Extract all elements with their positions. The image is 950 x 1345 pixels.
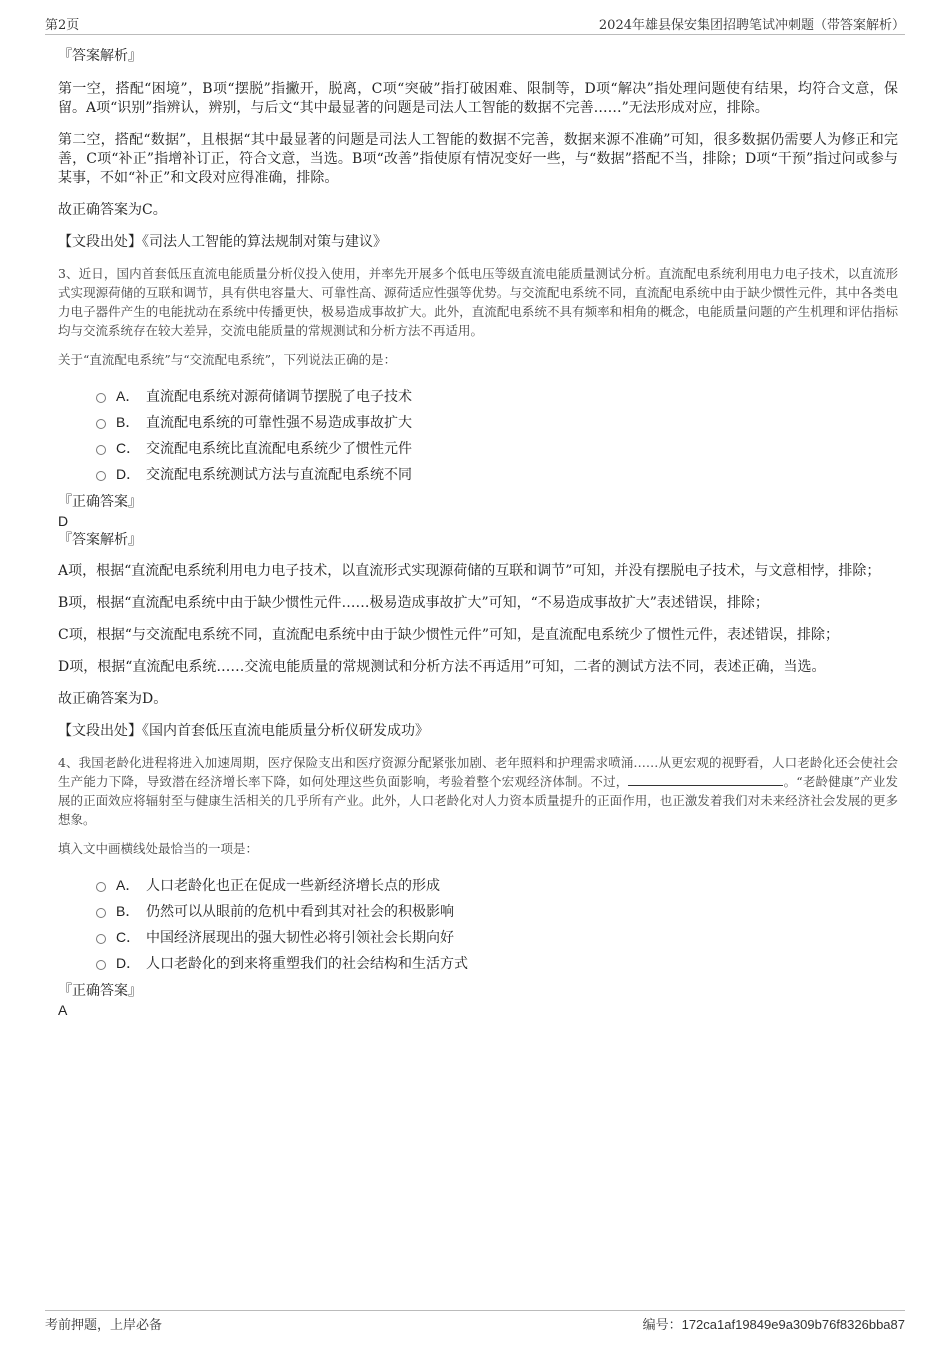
correct-answer: A [58, 1002, 68, 1018]
question-stem-after: 。“老龄健康”产业发展的正面效应将辐射至与健康生活相关的几乎所有产业。此外，人口老龄化对人力资本质量提升的正面作用，也正激发着我们对未来经济社会发展的更多想象。 [58, 774, 898, 827]
option-text: 人口老龄化也正在促成一些新经济增长点的形成 [146, 878, 440, 894]
option-letter: D． [116, 955, 141, 971]
option-letter: C． [116, 929, 141, 945]
option-d[interactable] [96, 950, 898, 976]
radio-button[interactable] [96, 960, 106, 970]
page-content [58, 44, 898, 1020]
options-list [58, 872, 898, 976]
source-citation: 【文段出处】《司法人工智能的算法规制对策与建议》 [58, 234, 387, 250]
analysis-paragraph: 第二空，搭配“数据”，且根据“其中最显著的问题是司法人工智能的数据不完善，数据来源不准确”可知，很多数据仍需要人为修正和完善，C项“补正”指增补订正，符合文意，当选。B项“改善”指使原有情况变好一些，与“数据”搭配不当，排除；D项“干预”指过问或参与某事，不如“补正”和文段对应得准确，排除。 [58, 132, 898, 186]
radio-button[interactable] [96, 934, 106, 944]
page-number: 第2页 [45, 18, 80, 33]
radio-button[interactable] [96, 908, 106, 918]
option-b[interactable] [96, 898, 898, 924]
correct-answer-label: 『正确答案』 [58, 983, 142, 999]
fill-blank [628, 773, 783, 786]
radio-button[interactable] [96, 445, 106, 455]
code-value: 172ca1af19849e9a309b76f8326bba87 [681, 1317, 905, 1332]
option-letter: D． [116, 466, 141, 482]
question-stem [58, 753, 898, 829]
radio-button[interactable] [96, 419, 106, 429]
option-text: 中国经济展现出的强大韧性必将引领社会长期向好 [146, 930, 454, 946]
code-label: 编号： [642, 1318, 682, 1333]
option-text: 仍然可以从眼前的危机中看到其对社会的积极影响 [146, 904, 454, 920]
question-prompt: 关于“直流配电系统”与“交流配电系统”，下列说法正确的是： [58, 352, 397, 367]
option-a[interactable] [96, 383, 898, 409]
option-letter: B． [116, 903, 140, 919]
option-letter: B． [116, 414, 140, 430]
option-a[interactable] [96, 872, 898, 898]
option-text: 交流配电系统测试方法与直流配电系统不同 [146, 467, 412, 483]
option-b[interactable] [96, 409, 898, 435]
footer-slogan: 考前押题，上岸必备 [45, 1318, 163, 1333]
option-letter: A． [116, 388, 140, 404]
source-citation: 【文段出处】《国内首套低压直流电能质量分析仪研发成功》 [58, 723, 429, 739]
analysis-paragraph: A项，根据“直流配电系统利用电力电子技术，以直流形式实现源荷储的互联和调节”可知，并没有摆脱电子技术，与文意相悖，排除； [58, 563, 881, 579]
document-title: 2024年雄县保安集团招聘笔试冲刺题（带答案解析） [598, 18, 905, 33]
analysis-label: 『答案解析』 [58, 532, 142, 548]
analysis-paragraph: C项，根据“与交流配电系统不同，直流配电系统中由于缺少惯性元件”可知，是直流配电系统少了惯性元件，表述错误，排除； [58, 627, 840, 643]
page-header [45, 14, 905, 35]
option-c[interactable] [96, 435, 898, 461]
option-letter: A． [116, 877, 140, 893]
option-text: 人口老龄化的到来将重塑我们的社会结构和生活方式 [146, 956, 468, 972]
radio-button[interactable] [96, 882, 106, 892]
options-list [58, 383, 898, 487]
option-text: 直流配电系统的可靠性强不易造成事故扩大 [146, 415, 412, 431]
analysis-paragraph: B项，根据“直流配电系统中由于缺少惯性元件……极易造成事故扩大”可知，“不易造成事故扩大”表述错误，排除； [58, 595, 769, 611]
document-code [643, 1314, 905, 1333]
option-c[interactable] [96, 924, 898, 950]
option-letter: C． [116, 440, 141, 456]
correct-answer: D [58, 513, 69, 529]
correct-answer-label: 『正确答案』 [58, 494, 142, 510]
analysis-label: 『答案解析』 [58, 48, 142, 64]
radio-button[interactable] [96, 471, 106, 481]
answer-conclusion: 故正确答案为C。 [58, 202, 167, 218]
page-footer [45, 1310, 905, 1333]
analysis-paragraph: D项，根据“直流配电系统……交流电能质量的常规测试和分析方法不再适用”可知，二者的测试方法不同，表述正确，当选。 [58, 659, 826, 675]
analysis-paragraph: 第一空，搭配“困境”，B项“摆脱”指撇开，脱离，C项“突破”指打破困难、限制等，D项“解决”指处理问题使有结果，均符合文意，保留。A项“识别”指辨认，辨别，与后文“其中最显著的问题是司法人工智能的数据不完善……”无法形成对应，排除。 [58, 81, 898, 116]
radio-button[interactable] [96, 393, 106, 403]
answer-conclusion: 故正确答案为D。 [58, 691, 168, 707]
question-stem-before: 4、我国老龄化进程将进入加速周期，医疗保险支出和医疗资源分配紧张加剧、老年照料和护理需求喷涌……从更宏观的视野看，人口老龄化还会使社会生产能力下降，导致潜在经济增长率下降，如何处理这些负面影响，考验着整个宏观经济体制。不过， [58, 755, 898, 789]
question-stem: 3、近日，国内首套低压直流电能质量分析仪投入使用，并率先开展多个低电压等级直流电能质量测试分析。直流配电系统利用电力电子技术，以直流形式实现源荷储的互联和调节，具有供电容量大、可靠性高、源荷适应性强等优势。与交流配电系统不同，直流配电系统中由于缺少惯性元件，其中各类电力电子器件产生的电能扰动在系统中传播更快，极易造成事故扩大。此外，直流配电系统不具有频率和相角的概念，电能质量问题的产生机理和评估指标均与交流系统存在较大差异，交流电能质量的常规测试和分析方法不再适用。 [58, 266, 898, 338]
option-d[interactable] [96, 461, 898, 487]
question-prompt: 填入文中画横线处最恰当的一项是： [58, 841, 259, 856]
option-text: 直流配电系统对源荷储调节摆脱了电子技术 [146, 389, 412, 405]
option-text: 交流配电系统比直流配电系统少了惯性元件 [146, 441, 412, 457]
